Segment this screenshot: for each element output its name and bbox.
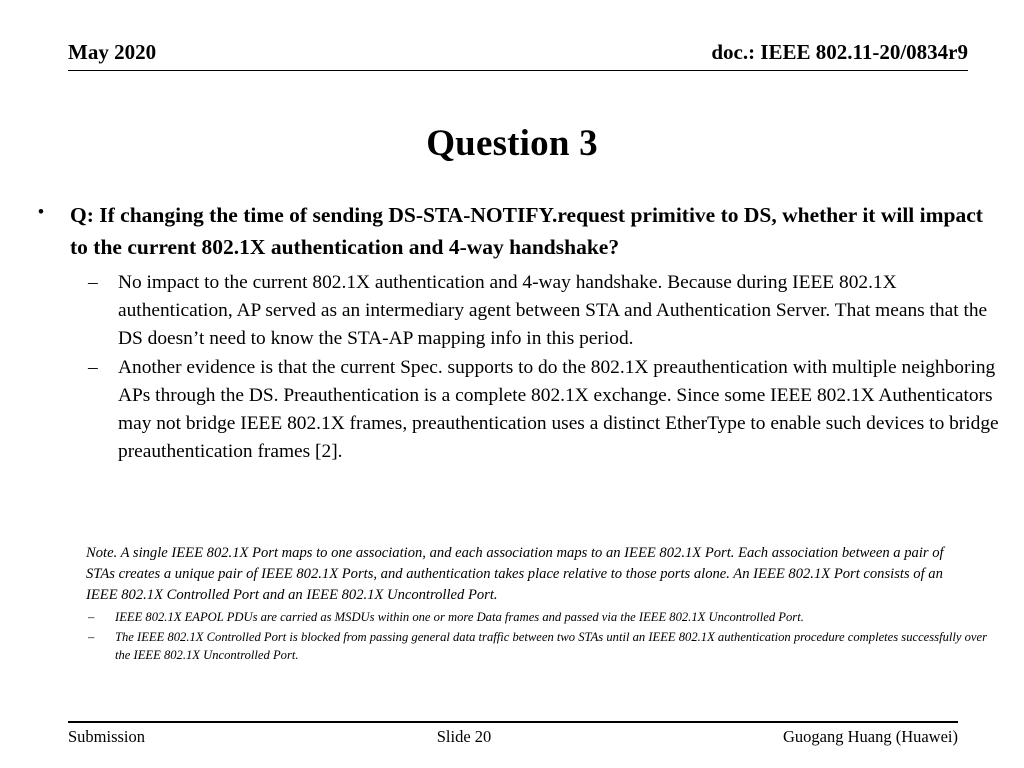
dash-bullet-icon: – (88, 629, 95, 644)
footer-divider (68, 721, 958, 723)
note-bullet-text: IEEE 802.1X EAPOL PDUs are carried as MSDUs within one or more Data frames and passed via the IEEE 802.1X Uncontrolled Port. (115, 610, 804, 624)
slide-body (0, 200, 1024, 467)
note-bullet (0, 629, 1024, 665)
sub-bullet-text: Another evidence is that the current Spec. supports to do the 802.1X preauthentication with multiple neighboring APs through the DS. Preauthentication is a complete 802.1X exchange. Since some IEEE 802.1X Authenticators may not bridge IEEE 802.1X frames, preauthentication uses a distinct EtherType to enable such devices to bridge preauthentication frames [2]. (118, 357, 999, 463)
main-bullet (0, 200, 1024, 263)
note-bullet-text: The IEEE 802.1X Controlled Port is blocked from passing general data traffic between two STAs until an IEEE 802.1X authentication procedure completes successfully over the IEEE 802.1X Uncontrolled Port. (115, 629, 987, 662)
header-date: May 2020 (68, 40, 157, 64)
note-bullet-list (0, 609, 1024, 667)
dash-bullet-icon: – (88, 610, 95, 624)
sub-bullet-text: No impact to the current 802.1X authentication and 4-way handshake. Because during IEEE 802.1X authentication, AP served as an intermediary agent between STA and Authentication Server. That means that the DS doesn’t need to know the STA-AP mapping info in this period. (118, 272, 988, 350)
header-divider (68, 70, 968, 71)
bullet-dot-icon: • (38, 202, 44, 221)
note-bullet (0, 609, 1024, 627)
footer-author: Guogang Huang (Huawei) (782, 727, 958, 746)
slide-title: Question 3 (426, 123, 598, 164)
sub-bullet (0, 354, 1024, 466)
slide-header (68, 40, 968, 65)
sub-bullet (0, 269, 1024, 353)
footer-slide-number: Slide 20 (436, 727, 492, 746)
dash-bullet-icon: – (88, 272, 98, 294)
slide-footer (68, 727, 958, 747)
dash-bullet-icon: – (88, 357, 98, 379)
note-paragraph: Note. A single IEEE 802.1X Port maps to one association, and each association maps to an IEEE 802.1X Port. Each association between a pair of STAs creates a unique pair of IEEE 802.1X Ports, and authentication takes place relative to those ports alone. An IEEE 802.1X Port consists of an IEEE 802.1X Controlled Port and an IEEE 802.1X Uncontrolled Port. (86, 545, 944, 603)
header-document-id: doc.: IEEE 802.11-20/0834r9 (711, 40, 968, 64)
main-bullet-text: Q: If changing the time of sending DS-STA-NOTIFY.request primitive to DS, whether it will impact to the current 802.1X authentication and 4-way handshake? (70, 203, 983, 259)
footer-submission-label: Submission (68, 727, 146, 746)
